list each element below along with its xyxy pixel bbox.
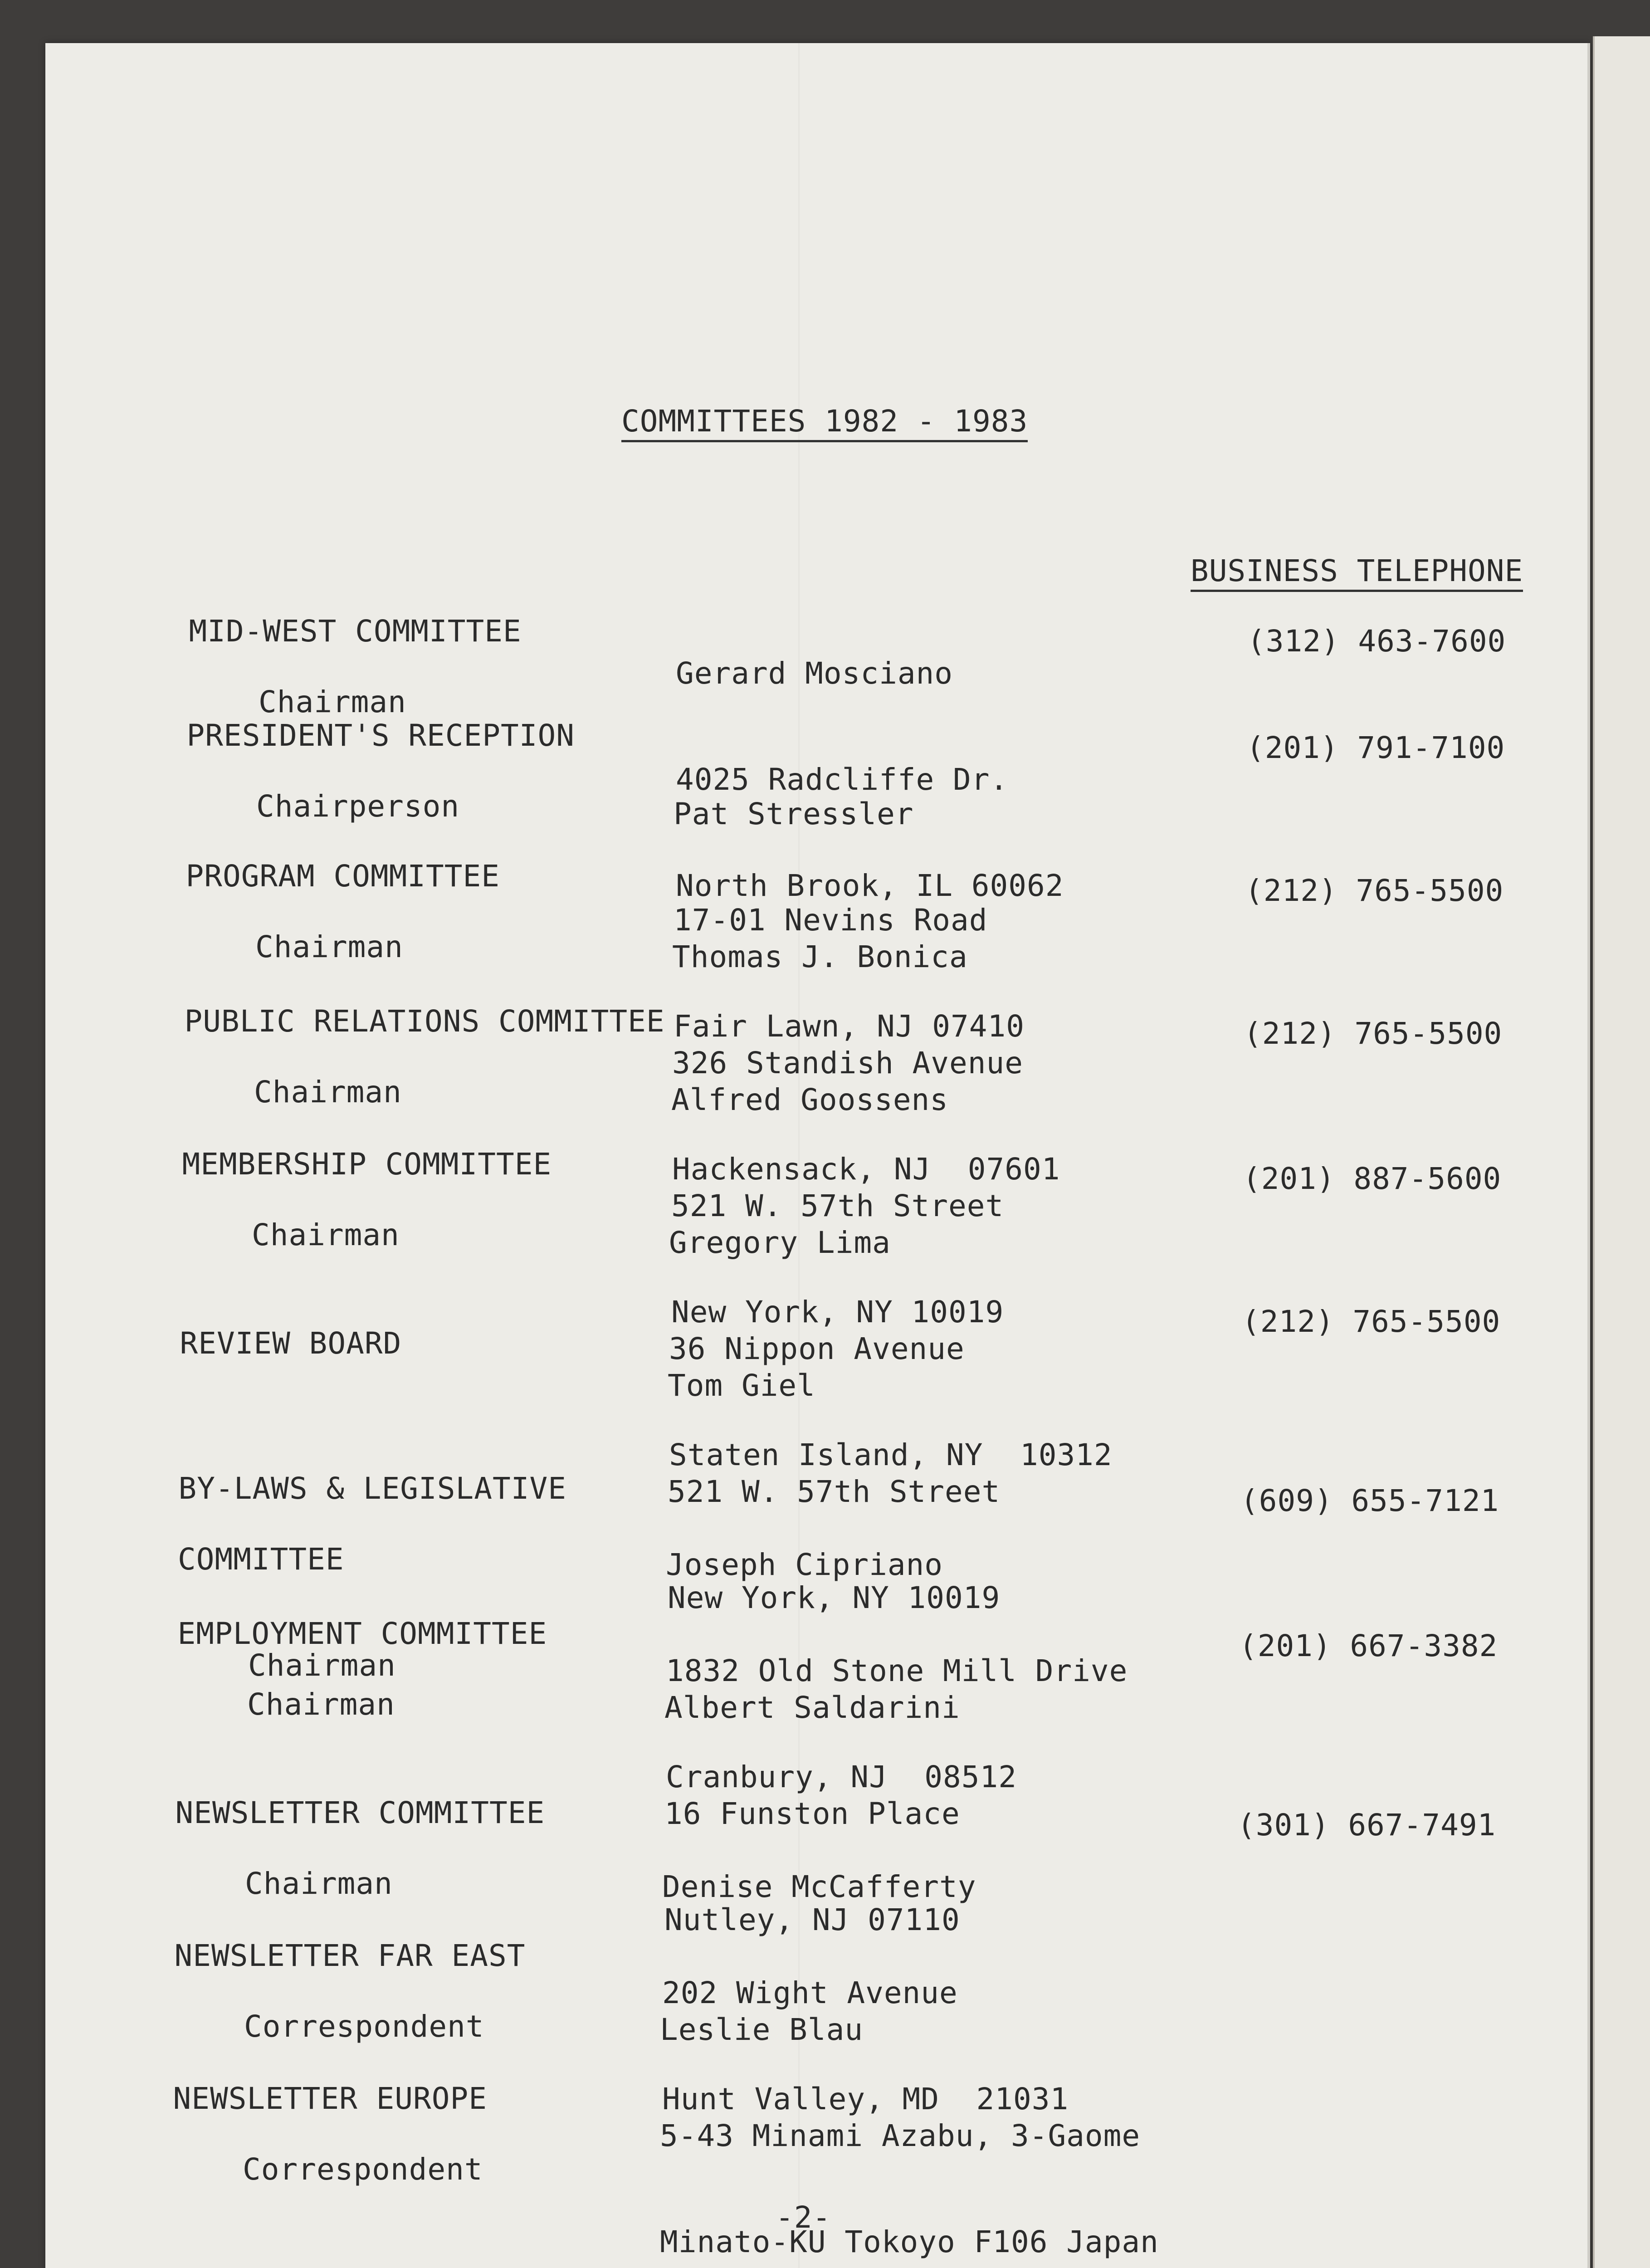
role-title: NEWSLETTER EUROPE (173, 2081, 487, 2116)
role-position: Chairperson (256, 789, 460, 824)
member-address: 1832 Old Stone Mill Drive (666, 1653, 1128, 1688)
role-position: Chairman (259, 684, 406, 719)
role-membership (145, 1111, 552, 1288)
page-title: COMMITTEES 1982 - 1983 (621, 404, 1028, 442)
adjacent-page-edge (1593, 36, 1650, 2268)
role-title: PRESIDENT'S RECEPTION (186, 718, 575, 753)
business-phone: (212) 765-5500 (1245, 873, 1504, 908)
business-phone: (201) 667-3382 (1239, 1628, 1498, 1663)
member-address: 36 Nippon Avenue (669, 1331, 965, 1366)
business-phone: (301) 667-7491 (1237, 1808, 1496, 1843)
role-title: PUBLIC RELATIONS COMMITTEE (184, 1004, 665, 1039)
role-title: PROGRAM COMMITTEE (186, 859, 500, 894)
role-position: Chairman (255, 929, 403, 964)
telephone-column-header: BUSINESS TELEPHONE (1191, 553, 1523, 592)
business-phone: (212) 765-5500 (1242, 1304, 1501, 1339)
role-title-cont: COMMITTEE (178, 1542, 344, 1577)
member-name: Thomas J. Bonica (672, 939, 968, 974)
member-city: Staten Island, NY 10312 (669, 1437, 1113, 1472)
role-position: Chairman (247, 1687, 395, 1722)
member-city: Minato-KU Tokoyo F106 Japan (660, 2224, 1159, 2259)
role-title: NEWSLETTER COMMITTEE (175, 1795, 545, 1830)
member-city: Hackensack, NJ 07601 (672, 1152, 1060, 1187)
business-phone: (201) 791-7100 (1246, 730, 1505, 765)
role-newsletter-europe (136, 2046, 487, 2223)
member-entry (660, 1941, 1159, 2268)
role-title: REVIEW BOARD (180, 1326, 402, 1361)
business-phone: (212) 765-5500 (1244, 1016, 1503, 1051)
member-address: 521 W. 57th Street (668, 1474, 1001, 1509)
member-city: Cranbury, NJ 08512 (666, 1760, 1017, 1794)
member-city: New York, NY 10019 (668, 1580, 1001, 1615)
member-city: Fair Lawn, NJ 07410 (674, 1009, 1025, 1044)
role-title: MID-WEST COMMITTEE (189, 614, 522, 649)
member-address: 4025 Radcliffe Dr. (676, 762, 1009, 797)
member-address: 5-43 Minami Azabu, 3-Gaome (660, 2118, 1141, 2153)
role-title: BY-LAWS & LEGISLATIVE (178, 1471, 566, 1506)
role-position: Correspondent (244, 2009, 484, 2044)
member-name: Alfred Goossens (671, 1082, 949, 1117)
member-name: Gerard Mosciano (676, 656, 953, 691)
business-phone: (312) 463-7600 (1247, 624, 1506, 659)
role-position: Chairman (254, 1075, 402, 1110)
member-address: 326 Standish Avenue (672, 1046, 1023, 1080)
role-review-board (143, 1290, 401, 1361)
role-position: Chairman (252, 1217, 400, 1252)
member-city: Nutley, NJ 07110 (664, 1902, 960, 1937)
member-name: Leslie Blau (660, 2012, 864, 2047)
member-address: 17-01 Nevins Road (674, 903, 988, 938)
member-city: North Brook, IL 60062 (676, 868, 1064, 903)
member-name: Pat Stressler (674, 797, 914, 831)
member-name: Gregory Lima (669, 1225, 891, 1260)
role-title: MEMBERSHIP COMMITTEE (182, 1147, 552, 1182)
member-city: Hunt Valley, MD 21031 (662, 2082, 1069, 2116)
role-title: EMPLOYMENT COMMITTEE (177, 1616, 547, 1651)
member-name: Joseph Cipriano (666, 1547, 943, 1582)
member-name: Tom Giel (668, 1368, 815, 1403)
role-employment (141, 1581, 547, 1758)
role-position: Chairman (248, 1648, 396, 1683)
member-name: Albert Saldarini (664, 1690, 960, 1725)
member-address: 202 Wight Avenue (662, 1975, 958, 2010)
business-phone: (609) 655-7121 (1240, 1483, 1499, 1518)
member-address: 521 W. 57th Street (671, 1188, 1004, 1223)
member-address: 16 Funston Place (664, 1796, 960, 1831)
member-name: Denise McCafferty (662, 1869, 976, 1904)
role-position: Chairman (245, 1866, 393, 1901)
business-phone: (201) 887-5600 (1243, 1161, 1502, 1196)
member-city: New York, NY 10019 (671, 1295, 1004, 1330)
role-title: NEWSLETTER FAR EAST (174, 1938, 526, 1973)
page-number: -2- (776, 2200, 831, 2235)
role-position: Correspondent (243, 2152, 483, 2187)
